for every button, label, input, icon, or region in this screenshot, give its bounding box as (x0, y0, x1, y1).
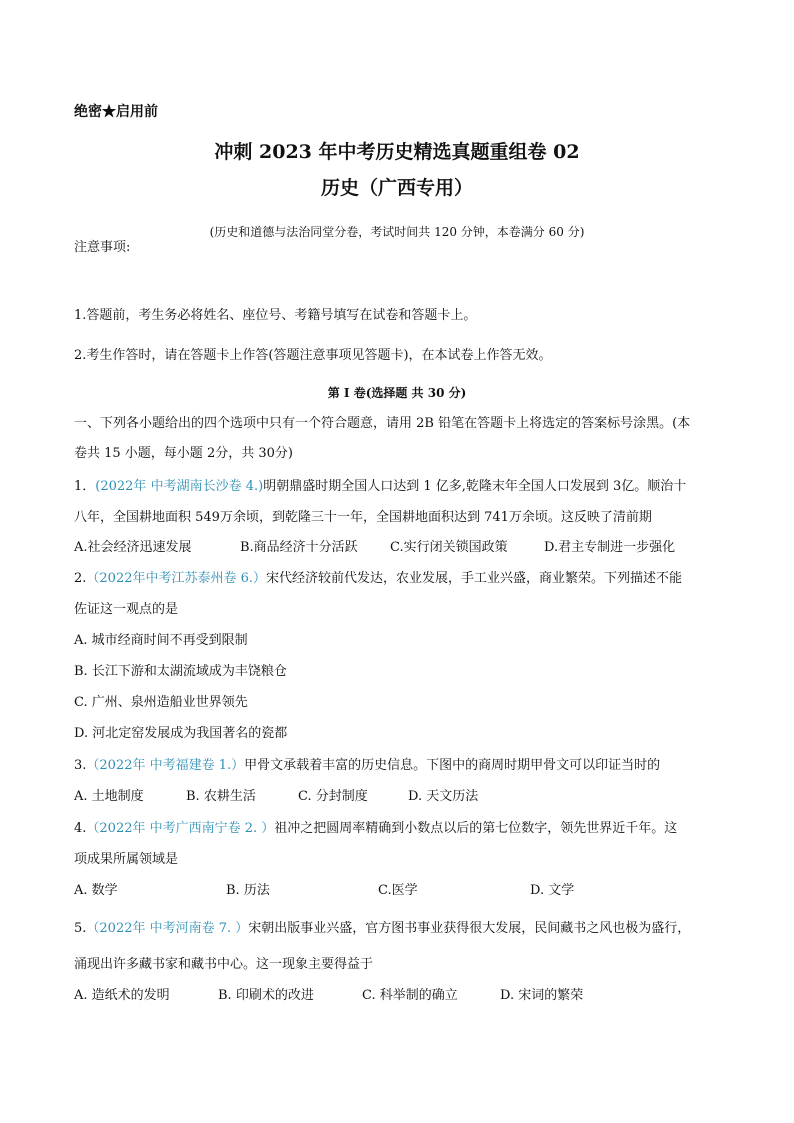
question-number: 5. (74, 921, 87, 936)
option-d: D. 宋词的繁荣 (500, 988, 584, 1003)
option-d: D. 天文历法 (408, 789, 479, 804)
option-a: A. 数学 (74, 883, 118, 898)
option-b: B. 印刷术的改进 (218, 988, 314, 1003)
question-source: (2022年 中考湖南长沙卷 4.) (95, 479, 264, 494)
question-4-options (74, 881, 734, 901)
question-5-stem-line-2: 涌现出许多藏书家和藏书中心。这一现象主要得益于 (74, 957, 374, 972)
question-4-stem-line-1 (74, 819, 734, 839)
question-3-stem-line-1 (74, 756, 734, 776)
exam-subtitle: 历史（广西专用） (320, 177, 473, 199)
option-c: C. 分封制度 (298, 789, 368, 804)
question-text: 祖冲之把圆周率精确到小数点以后的第七位数字，领先世界近千年。这 (274, 821, 678, 836)
question-1-stem-line-2: 八年，全国耕地面积 549万余顷，到乾隆三十一年，全国耕地面积达到 741万余顷。这反映了清前期 (74, 510, 652, 525)
question-5-options (74, 986, 734, 1006)
option-c: C.实行闭关锁国政策 (390, 540, 508, 555)
question-source: （2022年 中考福建卷 1.） (86, 758, 245, 773)
question-4-stem-line-2: 项成果所属领域是 (74, 852, 179, 867)
question-text: 明朝鼎盛时期全国人口达到 1 亿多,乾隆末年全国人口发展到 3亿。顺治十 (263, 479, 687, 494)
question-text: 宋朝出版事业兴盛，官方图书事业获得很大发展，民间藏书之风也极为盛行， (248, 921, 691, 936)
exam-note: (历史和道德与法治同堂分卷，考试时间共 120 分钟，本卷满分 60 分) (209, 225, 585, 239)
option-a: A. 造纸术的发明 (74, 988, 170, 1003)
question-3-options (74, 787, 734, 807)
question-source: （2022年中考江苏泰州卷 6.） (86, 571, 267, 586)
question-number: 2. (74, 571, 87, 586)
section-title: 第 I 卷(选择题 共 30 分) (327, 386, 467, 400)
question-source: （2022年 中考河南卷 7. ） (86, 921, 249, 936)
question-number: 3. (74, 758, 87, 773)
question-text: 甲骨文承载着丰富的历史信息。下图中的商周时期甲骨文可以印证当时的 (244, 758, 661, 773)
option-d: D. 河北定窑发展成为我国著名的瓷都 (74, 726, 288, 741)
option-b: B.商品经济十分活跃 (240, 540, 358, 555)
secret-label: 绝密★启用前 (74, 104, 158, 120)
question-number: 4. (74, 821, 87, 836)
option-b: B. 长江下游和太湖流域成为丰饶粮仓 (74, 664, 287, 679)
notice-item-2: 2.考生作答时，请在答题卡上作答(答题注意事项见答题卡)，在本试卷上作答无效。 (74, 348, 552, 363)
section-instruction-1: 一、下列各小题给出的四个选项中只有一个符合题意，请用 2B 铅笔在答题卡上将选定的答案标号涂黑。(本 (74, 416, 691, 431)
question-text: 宋代经济较前代发达，农业发展，手工业兴盛，商业繁荣。下列描述不能 (266, 571, 683, 586)
option-d: D.君主专制进一步强化 (544, 540, 676, 555)
question-2-stem-line-1 (74, 569, 734, 589)
exam-title: 冲刺 2023 年中考历史精选真题重组卷 02 (214, 141, 580, 163)
option-c: C.医学 (378, 883, 418, 898)
section-instruction-2: 卷共 15 小题，每小题 2分，共 30分) (74, 446, 293, 461)
option-a: A. 城市经商时间不再受到限制 (74, 633, 248, 648)
option-c: C. 广州、泉州造船业世界领先 (74, 695, 248, 710)
option-c: C. 科举制的确立 (362, 988, 458, 1003)
option-b: B. 农耕生活 (186, 789, 256, 804)
question-1-stem-line-1 (74, 477, 734, 497)
option-a: A.社会经济迅速发展 (74, 540, 192, 555)
option-d: D. 文学 (530, 883, 575, 898)
question-number: 1． (74, 479, 96, 494)
notice-heading: 注意事项: (74, 240, 131, 255)
option-b: B. 历法 (226, 883, 270, 898)
notice-item-1: 1.答题前，考生务必将姓名、座位号、考籍号填写在试卷和答题卡上。 (74, 308, 477, 323)
question-1-options (74, 538, 734, 558)
question-5-stem-line-1 (74, 919, 734, 939)
option-a: A. 土地制度 (74, 789, 144, 804)
question-source: （2022年 中考广西南宁卷 2. ） (86, 821, 275, 836)
question-2-stem-line-2: 佐证这一观点的是 (74, 602, 179, 617)
